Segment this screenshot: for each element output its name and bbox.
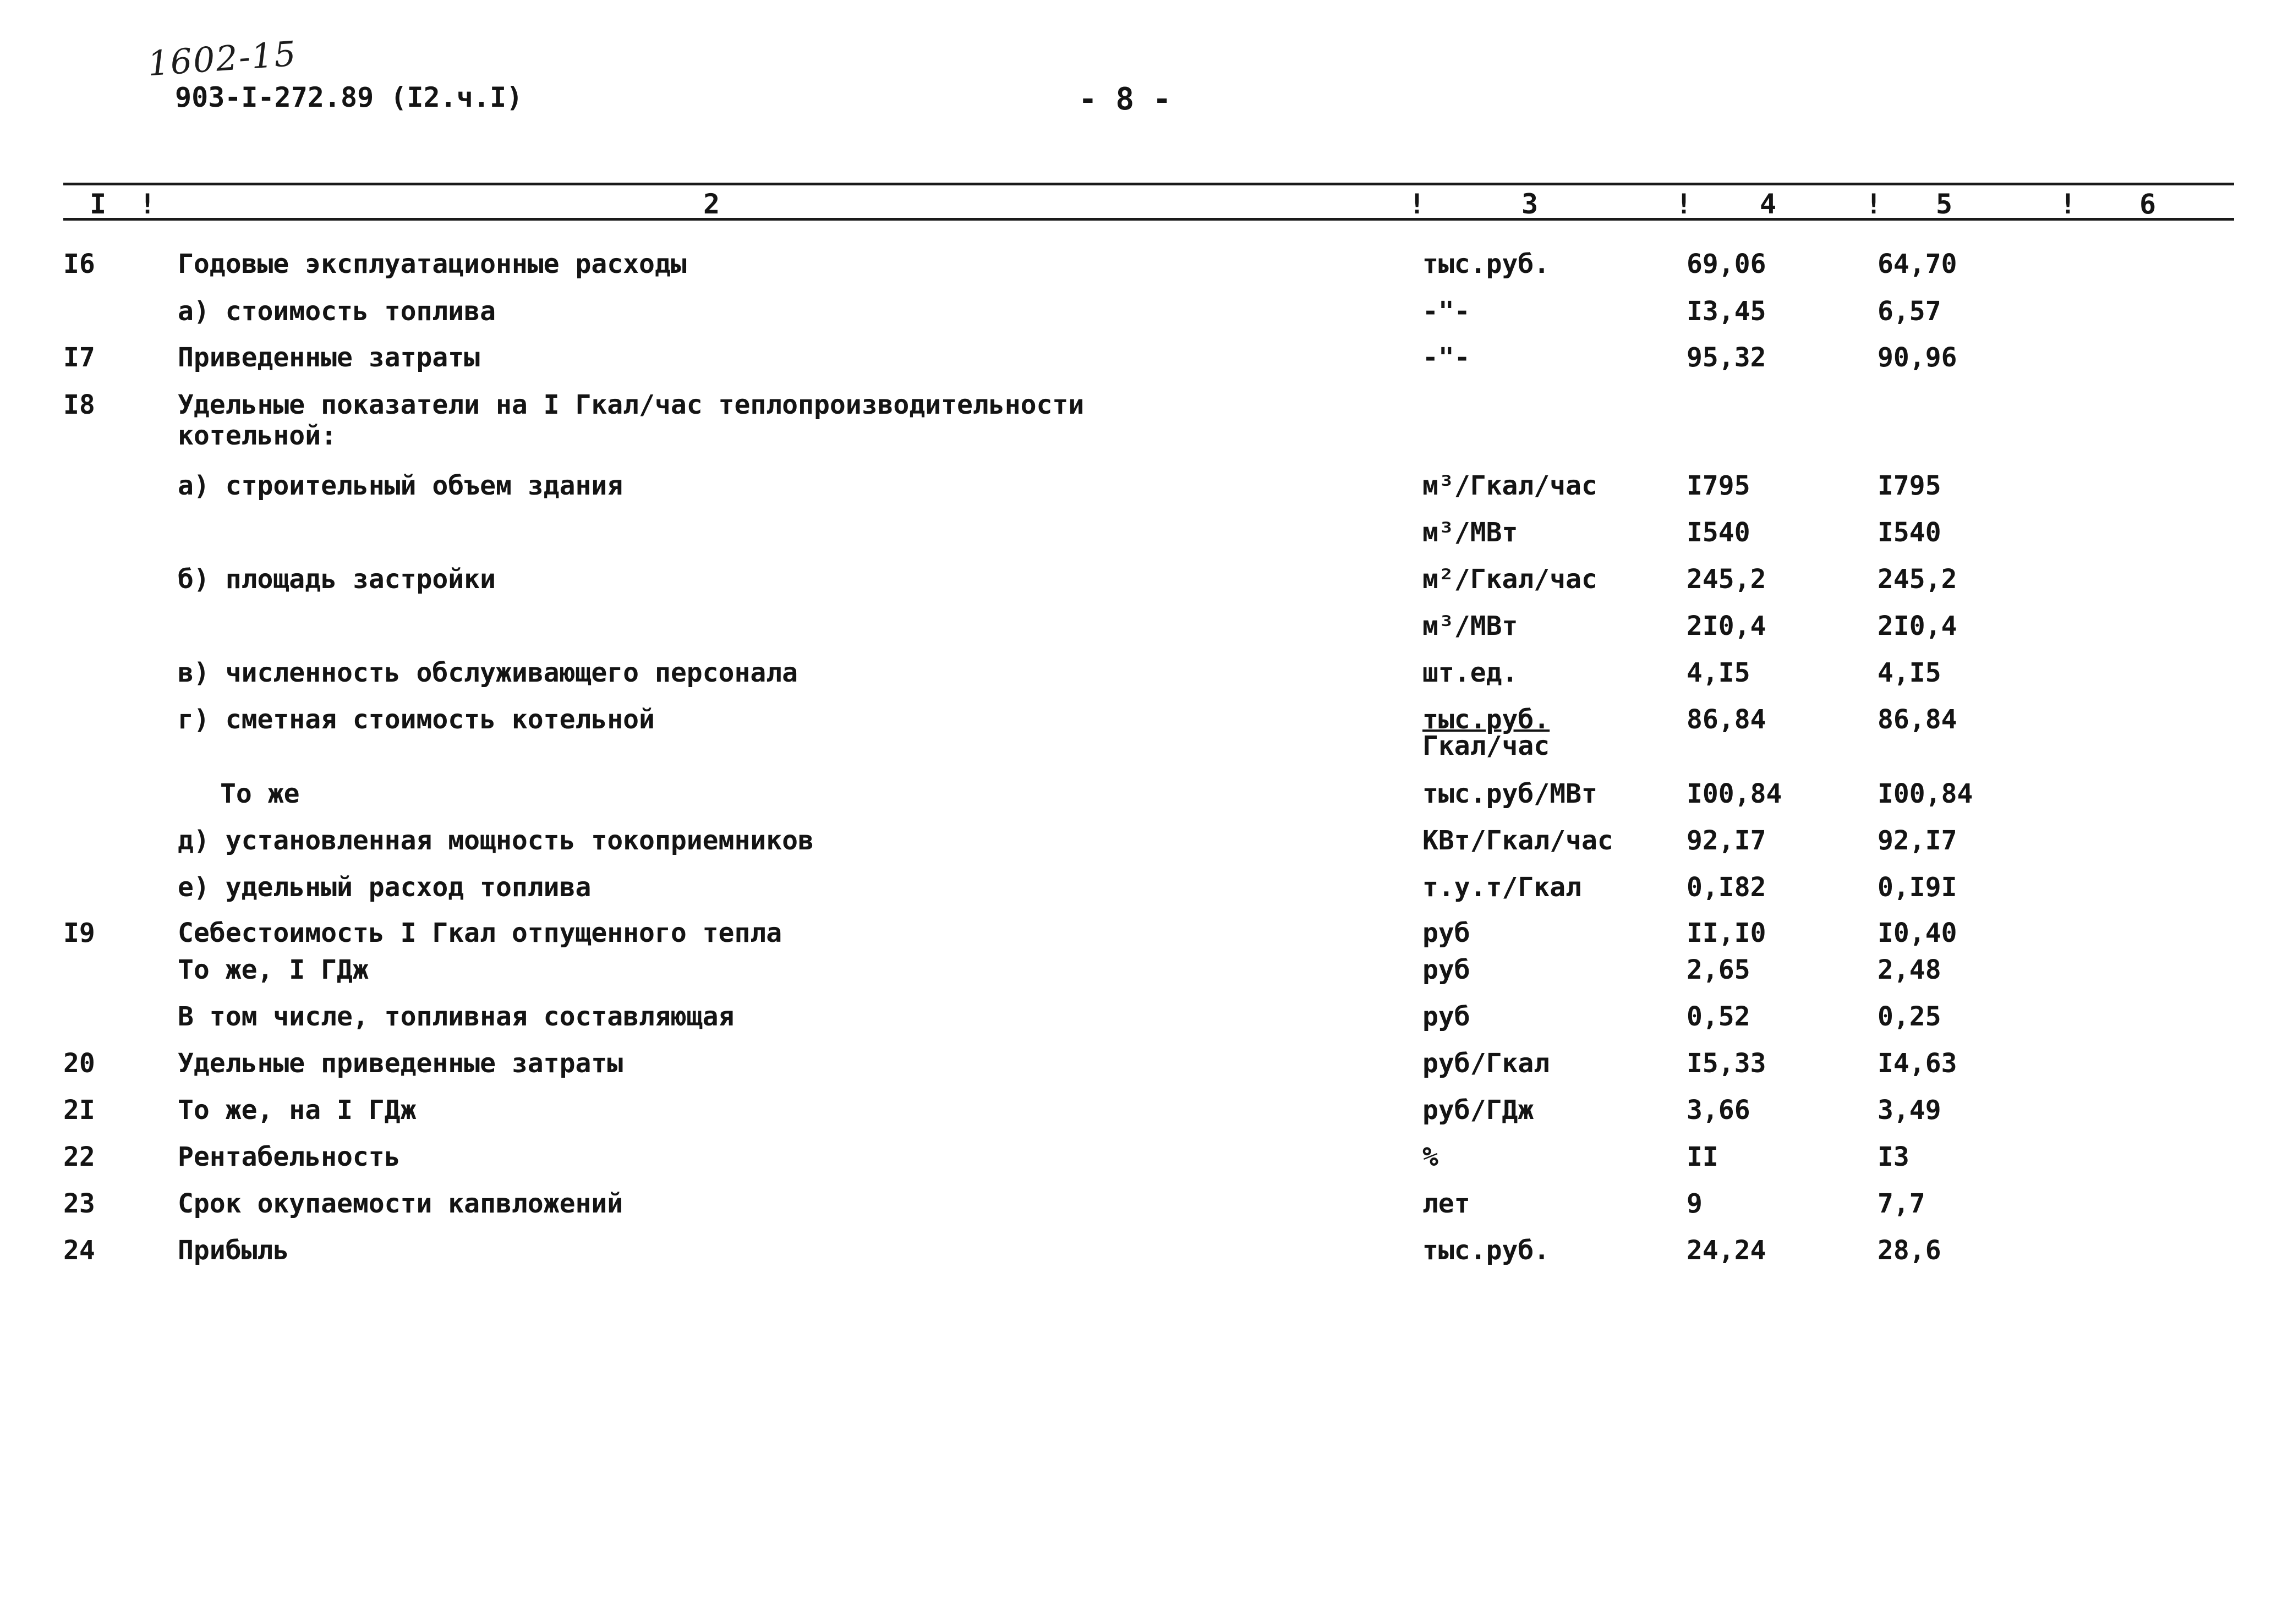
row-value-col4: 0,52 <box>1687 1001 1750 1032</box>
row-label-line1: Удельные показатели на I Гкал/час теплопроизводительности <box>178 389 1085 420</box>
row-label: а) стоимость топлива <box>178 296 496 327</box>
row-number: I7 <box>63 342 95 373</box>
row-value-col4: 0,I82 <box>1687 872 1766 903</box>
row-label: Годовые эксплуатационные расходы <box>178 249 687 279</box>
row-value-col4: 69,06 <box>1687 249 1766 279</box>
column-separator: ! <box>1676 188 1693 220</box>
row-value-col5: 0,25 <box>1878 1001 1941 1032</box>
row-label: д) установленная мощность токоприемников <box>178 825 814 856</box>
row-label: То же <box>220 778 300 809</box>
row-value-col4: I00,84 <box>1687 778 1782 809</box>
row-label: г) сметная стоимость котельной <box>178 704 655 735</box>
row-label: а) строительный объем здания <box>178 470 623 501</box>
row-unit: м³/МВт <box>1422 611 1518 641</box>
row-unit: тыс.руб. <box>1422 249 1550 279</box>
row-number: I8 <box>63 389 95 420</box>
row-value-col4: 24,24 <box>1687 1235 1766 1266</box>
row-unit <box>1422 704 1550 761</box>
row-label: Срок окупаемости капвложений <box>178 1188 623 1219</box>
row-number: 2I <box>63 1095 95 1126</box>
row-label: е) удельный расход топлива <box>178 872 592 903</box>
row-value-col5: I3 <box>1878 1142 1909 1172</box>
row-unit: тыс.руб/МВт <box>1422 778 1597 809</box>
row-value-col5: 0,I9I <box>1878 872 1957 903</box>
row-label: Себестоимость I Гкал отпущенного тепла <box>178 918 782 948</box>
row-unit: руб/ГДж <box>1422 1095 1534 1126</box>
row-value-col4: 9 <box>1687 1188 1703 1219</box>
row-value-col4: 4,I5 <box>1687 657 1750 688</box>
row-value-col5: I795 <box>1878 470 1941 501</box>
row-value-col5: 7,7 <box>1878 1188 1925 1219</box>
row-number: 23 <box>63 1188 95 1219</box>
row-value-col5: I540 <box>1878 517 1941 548</box>
column-header-1: I <box>90 188 107 220</box>
row-value-col5: I0,40 <box>1878 918 1957 948</box>
row-unit: -"- <box>1422 342 1470 373</box>
row-unit: шт.ед. <box>1422 657 1518 688</box>
row-value-col5: 6,57 <box>1878 296 1941 327</box>
row-unit: руб <box>1422 1001 1470 1032</box>
row-unit: т.у.т/Гкал <box>1422 872 1581 903</box>
row-value-col4: 2,65 <box>1687 954 1750 985</box>
row-value-col5: 90,96 <box>1878 342 1957 373</box>
row-number: I9 <box>63 918 95 948</box>
row-value-col4: II,I0 <box>1687 918 1766 948</box>
row-unit: % <box>1422 1142 1438 1172</box>
row-number: I6 <box>63 249 95 279</box>
document-code: 903-I-272.89 (I2.ч.I) <box>175 81 523 113</box>
row-unit: м³/МВт <box>1422 517 1518 548</box>
row-unit: руб <box>1422 954 1470 985</box>
column-separator: ! <box>1409 188 1426 220</box>
row-value-col4: II <box>1687 1142 1718 1172</box>
row-value-col5: 2,48 <box>1878 954 1941 985</box>
row-number: 24 <box>63 1235 95 1266</box>
row-unit: КВт/Гкал/час <box>1422 825 1613 856</box>
row-label: Приведенные затраты <box>178 342 480 373</box>
row-label-line2: котельной: <box>178 420 337 451</box>
row-label: б) площадь застройки <box>178 564 496 595</box>
row-unit: руб <box>1422 918 1470 948</box>
row-value-col5: 4,I5 <box>1878 657 1941 688</box>
column-header-5: 5 <box>1936 188 1953 220</box>
column-separator: ! <box>139 188 156 220</box>
row-unit: руб/Гкал <box>1422 1048 1550 1079</box>
row-value-col5: 28,6 <box>1878 1235 1941 1266</box>
row-number: 22 <box>63 1142 95 1172</box>
row-value-col4: 86,84 <box>1687 704 1766 735</box>
column-separator: ! <box>1865 188 1882 220</box>
table-header-bottom-rule <box>63 218 2234 221</box>
row-label: То же, I ГДж <box>178 954 369 985</box>
row-label <box>178 389 1084 451</box>
column-separator: ! <box>2060 188 2077 220</box>
row-label: То же, на I ГДж <box>178 1095 417 1126</box>
page-number: - 8 - <box>1079 81 1172 117</box>
row-label: Рентабельность <box>178 1142 401 1172</box>
unit-denominator: Гкал/час <box>1422 731 1550 761</box>
row-value-col4: I3,45 <box>1687 296 1766 327</box>
row-number: 20 <box>63 1048 95 1079</box>
row-value-col4: 2I0,4 <box>1687 611 1766 641</box>
handwritten-sheet-number: 1602-15 <box>146 33 298 84</box>
row-value-col4: 95,32 <box>1687 342 1766 373</box>
row-value-col5: 3,49 <box>1878 1095 1941 1126</box>
column-header-4: 4 <box>1760 188 1777 220</box>
row-value-col5: 64,70 <box>1878 249 1957 279</box>
row-value-col4: I5,33 <box>1687 1048 1766 1079</box>
row-value-col4: I795 <box>1687 470 1750 501</box>
row-value-col4: 92,I7 <box>1687 825 1766 856</box>
column-header-6: 6 <box>2139 188 2156 220</box>
column-header-2: 2 <box>703 188 720 220</box>
row-label: Удельные приведенные затраты <box>178 1048 623 1079</box>
column-header-3: 3 <box>1521 188 1539 220</box>
row-value-col4: I540 <box>1687 517 1750 548</box>
row-value-col4: 3,66 <box>1687 1095 1750 1126</box>
row-value-col5: 86,84 <box>1878 704 1957 735</box>
row-unit: -"- <box>1422 296 1470 327</box>
row-label: в) численность обслуживающего персонала <box>178 657 798 688</box>
row-unit: лет <box>1422 1188 1470 1219</box>
row-value-col4: 245,2 <box>1687 564 1766 595</box>
row-value-col5: I00,84 <box>1878 778 1973 809</box>
row-value-col5: 92,I7 <box>1878 825 1957 856</box>
unit-numerator: тыс.руб. <box>1422 704 1550 735</box>
row-label: Прибыль <box>178 1235 289 1266</box>
row-value-col5: 2I0,4 <box>1878 611 1957 641</box>
row-unit: тыс.руб. <box>1422 1235 1550 1266</box>
table-top-rule <box>63 183 2234 185</box>
row-value-col5: I4,63 <box>1878 1048 1957 1079</box>
row-unit: м²/Гкал/час <box>1422 564 1597 595</box>
row-label: В том числе, топливная составляющая <box>178 1001 735 1032</box>
row-unit: м³/Гкал/час <box>1422 470 1597 501</box>
row-value-col5: 245,2 <box>1878 564 1957 595</box>
